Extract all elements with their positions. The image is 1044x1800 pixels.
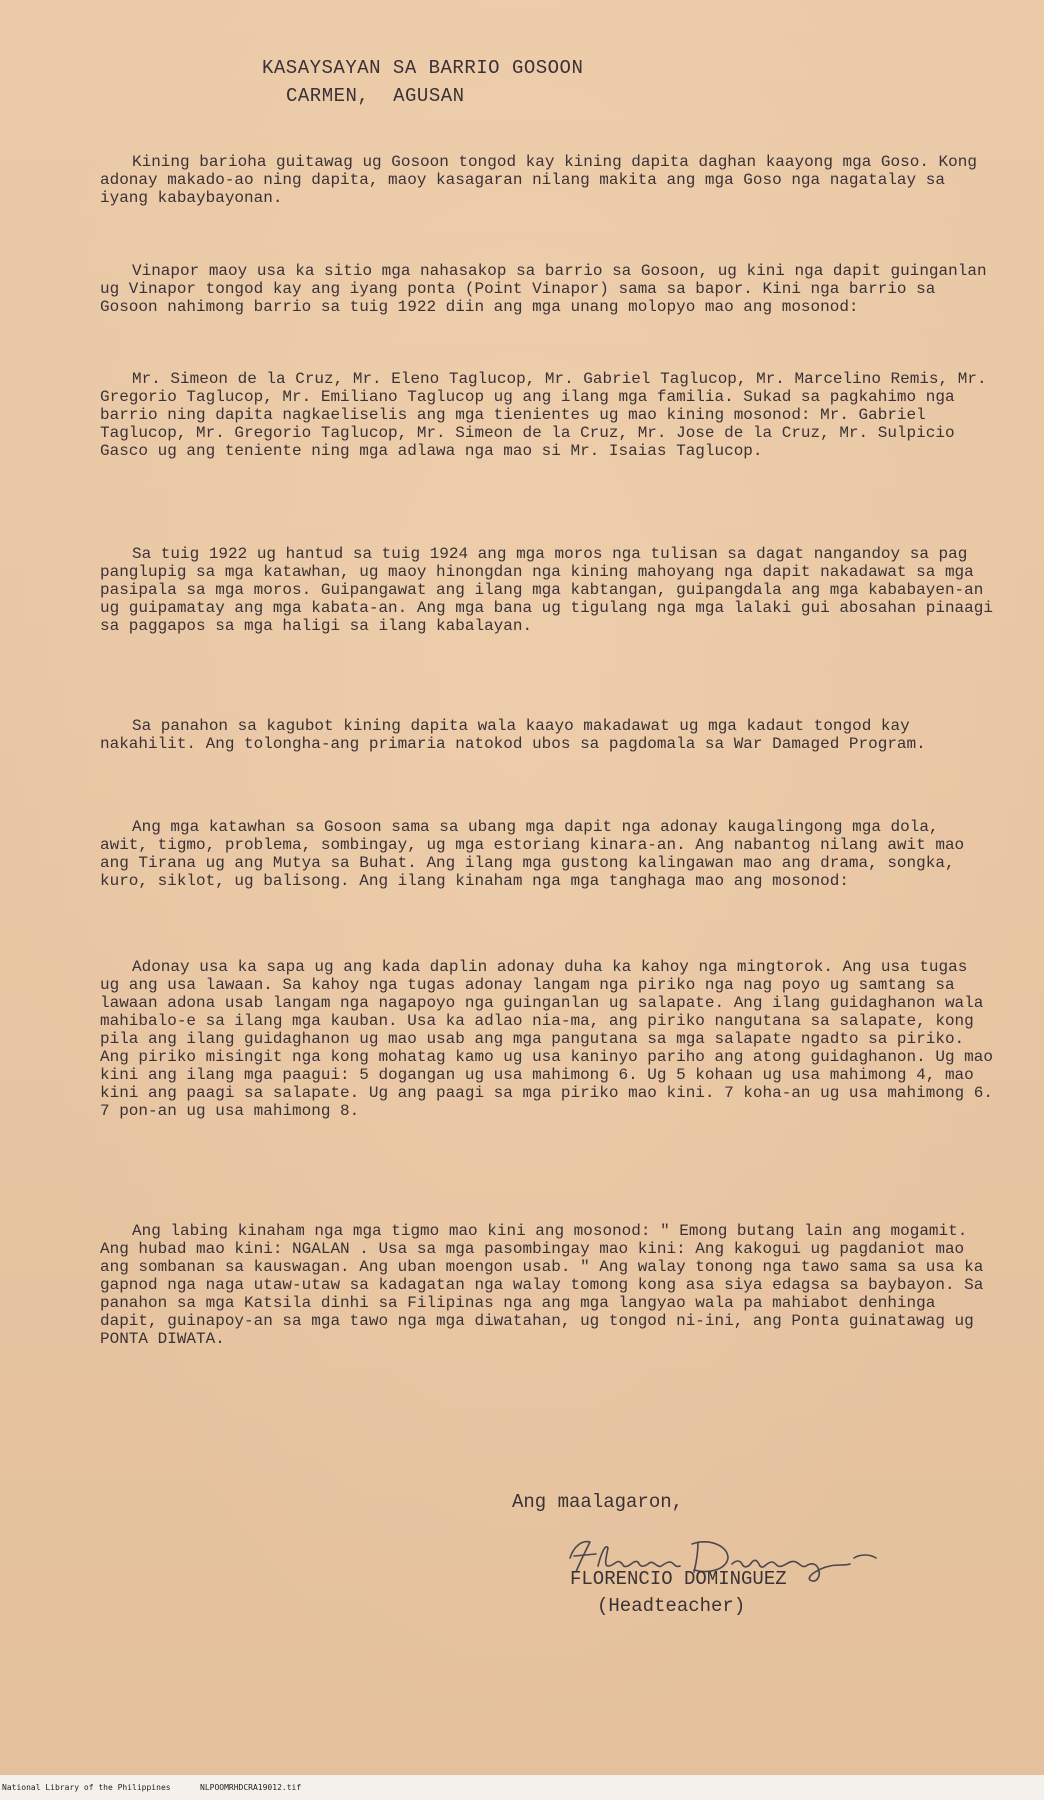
archive-footer: [0, 1775, 1044, 1800]
paragraph-2: Vinapor maoy usa ka sitio mga nahasakop sa barrio sa Gosoon, ug kini nga dapit guinganlan ug Vinapor tongod kay ang iyang ponta (Point Vinapor) sama sa bapor. Kini nga barrio sa Gosoon nahimong barrio sa tuig 1922 diin ang mga unang molopyo mao ang mosonod:: [100, 262, 987, 316]
signatory-role: (Headteacher): [597, 1595, 746, 1617]
document-subtitle: CARMEN, AGUSAN: [286, 85, 465, 107]
paragraph-5: Sa panahon sa kagubot kining dapita wala kaayo makadawat ug mga kadaut tongod kay nakahilit. Ang tolongha-ang primaria natokod ubos sa pagdomala sa War Damaged Program.: [100, 717, 926, 753]
paragraph-7: Adonay usa ka sapa ug ang kada daplin adonay duha ka kahoy nga mingtorok. Ang usa tugas ug ang usa lawaan. Sa kahoy nga tugas adonay langam nga piriko nga nag poyo ug samtang sa lawaan adona usab langam nga nagapoyo nga guinganlan ug salapate. Ang ilang guidaghanon wala mahibalo-e sa ilang mga kauban. Usa ka adlao nia-ma, ang piriko nangutana sa salapate, kong pila ang ilang guidaghanon ug mao usab ang mga pangutana sa mga salapate ngadto sa piriko. Ang piriko misingit nga kong mohatag kamo ug usa kaninyo pariho ang atong guidaghanon. Ug mao kini ang ilang mga paagui: 5 dogangan ug usa mahimong 6. Ug 5 kohaan ug usa mahimong 4, mao kini ang paagi sa salapate. Ug ang paagi sa mga piriko mao kini. 7 koha-an ug usa mahimong 6. 7 pon-an ug usa mahimong 8.: [100, 958, 993, 1120]
paragraph-8: Ang labing kinaham nga mga tigmo mao kini ang mosonod: " Emong butang lain ang mogamit. Ang hubad mao kini: NGALAN . Usa sa mga pasombingay mao kini: Ang kakogui ug pagdaniot mao ang sombanan sa kauswagan. Ang uban moengon usab. " Ang walay tonong nga tawo sama sa usa ka gapnod nga naga utaw-utaw sa kadagatan nga walay tomong kong asa siya edagsa sa baybayon. Sa panahon sa mga Katsila dinhi sa Filipinas nga ang mga langyao wala pa mahiabot denhinga dapit, guinapoy-an sa mga tawo nga mga diwatahan, ug tongod ni-ini, ang Ponta guinatawag ug PONTA DIWATA.: [100, 1222, 984, 1348]
paragraph-3: Mr. Simeon de la Cruz, Mr. Eleno Taglucop, Mr. Gabriel Taglucop, Mr. Marcelino Remis, Mr. Gregorio Taglucop, Mr. Emiliano Taglucop ug ang ilang mga familia. Sukad sa pagkahimo nga barrio ning dapita nagkaeliselis ang mga tienientes ug mao kining mosonod: Mr. Gabriel Taglucop, Mr. Gregorio Taglucop, Mr. Simeon de la Cruz, Mr. Jose de la Cruz, Mr. Sulpicio Gasco ug ang teniente ning mga adlawa nga mao si Mr. Isaias Taglucop.: [100, 370, 987, 460]
paragraph-1: Kining barioha guitawag ug Gosoon tongod kay kining dapita daghan kaayong mga Goso. Kong adonay makado-ao ning dapita, maoy kasagaran nilang makita ang mga Goso nga nagatalay sa iyang kabaybayonan.: [100, 153, 977, 207]
paragraph-6: Ang mga katawhan sa Gosoon sama sa ubang mga dapit nga adonay kaugalingong mga dola, awit, tigmo, problema, sombingay, ug mga estoriang kinara-an. Ang nabantog nilang awit mao ang Tirana ug ang Mutya sa Buhat. Ang ilang mga gustong kalingawan mao ang drama, songka, kuro, siklot, ug balisong. Ang ilang kinaham nga mga tanghaga mao ang mosonod:: [100, 818, 965, 890]
footer-library-label: National Library of the Philippines: [2, 1783, 171, 1792]
document-title: KASAYSAYAN SA BARRIO GOSOON: [262, 57, 584, 79]
closing-salutation: Ang maalagaron,: [512, 1491, 684, 1513]
signatory-name: FLORENCIO DOMINGUEZ: [570, 1568, 787, 1590]
paragraph-4: Sa tuig 1922 ug hantud sa tuig 1924 ang mga moros nga tulisan sa dagat nangandoy sa pag panglupig sa mga katawhan, ug maoy hinongdan nga kining mahoyang nga dapit nakadawat sa mga pasipala sa mga moros. Guipangawat ang ilang mga kabtangan, guipangdala ang mga kababayen-an ug guipamatay ang mga kabata-an. Ang mga bana ug tigulang nga mga lalaki gui abosahan pinaagi sa paggapos sa mga haligi sa ilang kabalayan.: [100, 545, 993, 635]
footer-file-id: NLPOOMRHDCRA19012.tif: [200, 1783, 302, 1792]
